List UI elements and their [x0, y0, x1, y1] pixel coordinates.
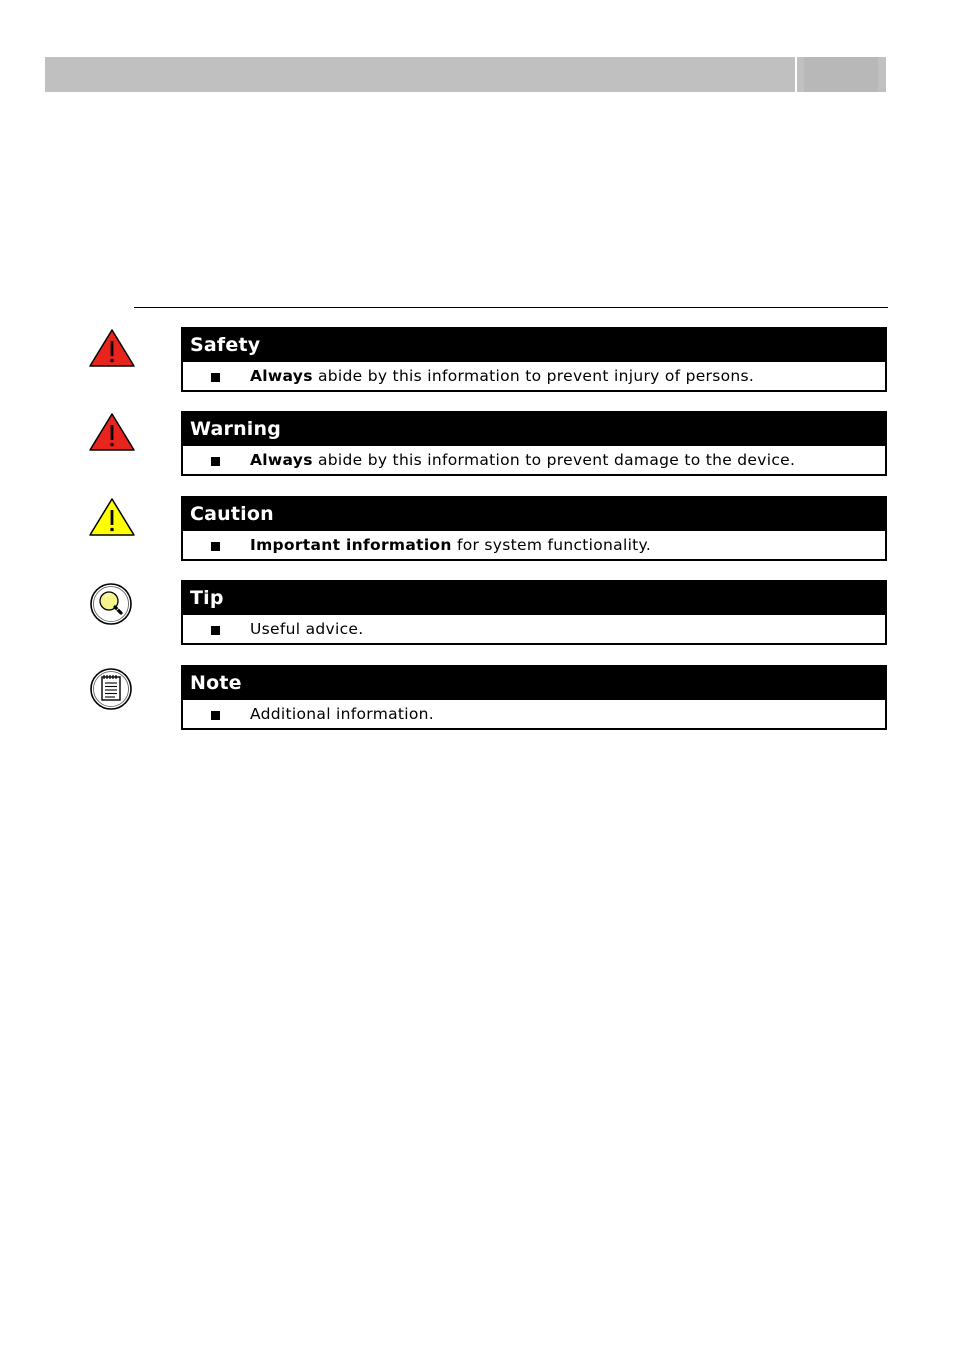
lightbulb-icon [88, 580, 136, 628]
notice-text [250, 446, 795, 474]
notice-title: Note [183, 667, 885, 700]
notice-tip [181, 580, 887, 645]
notice-text-rest: Useful advice. [250, 620, 364, 638]
header-page-tab [797, 57, 886, 92]
notice-title: Caution [183, 498, 885, 531]
notice-text-lead: Always [250, 451, 313, 469]
notice-text [250, 362, 754, 390]
notice-body [183, 700, 885, 728]
notice-text-lead: Important information [250, 536, 452, 554]
notice-text-rest: for system functionality. [451, 536, 652, 554]
notice-text [250, 700, 434, 728]
header-bar [45, 57, 795, 92]
notice-safety [181, 327, 887, 392]
notice-text-rest: abide by this information to prevent damage to the device. [312, 451, 796, 469]
notice-caution [181, 496, 887, 561]
notice-text-lead: Always [250, 367, 313, 385]
bullet-square-icon [211, 626, 220, 635]
notice-text-rest: Additional information. [250, 705, 435, 723]
notice-title: Tip [183, 582, 885, 615]
caution-triangle-yellow-icon [88, 497, 136, 545]
notice-text [250, 531, 651, 559]
notepad-icon [88, 665, 136, 713]
notice-body [183, 446, 885, 474]
bullet-square-icon [211, 457, 220, 466]
warning-triangle-red-icon [88, 412, 136, 460]
bullet-square-icon [211, 711, 220, 720]
section-divider [134, 307, 888, 308]
notice-text [250, 615, 363, 643]
bullet-square-icon [211, 542, 220, 551]
notice-body [183, 615, 885, 643]
notice-note [181, 665, 887, 730]
header-page-tab-inner [804, 57, 878, 92]
notice-warning [181, 411, 887, 476]
notice-title: Warning [183, 413, 885, 446]
notice-body [183, 531, 885, 559]
danger-triangle-red-icon [88, 328, 136, 376]
notice-body [183, 362, 885, 390]
bullet-square-icon [211, 373, 220, 382]
notice-text-rest: abide by this information to prevent injury of persons. [312, 367, 755, 385]
notice-title: Safety [183, 329, 885, 362]
